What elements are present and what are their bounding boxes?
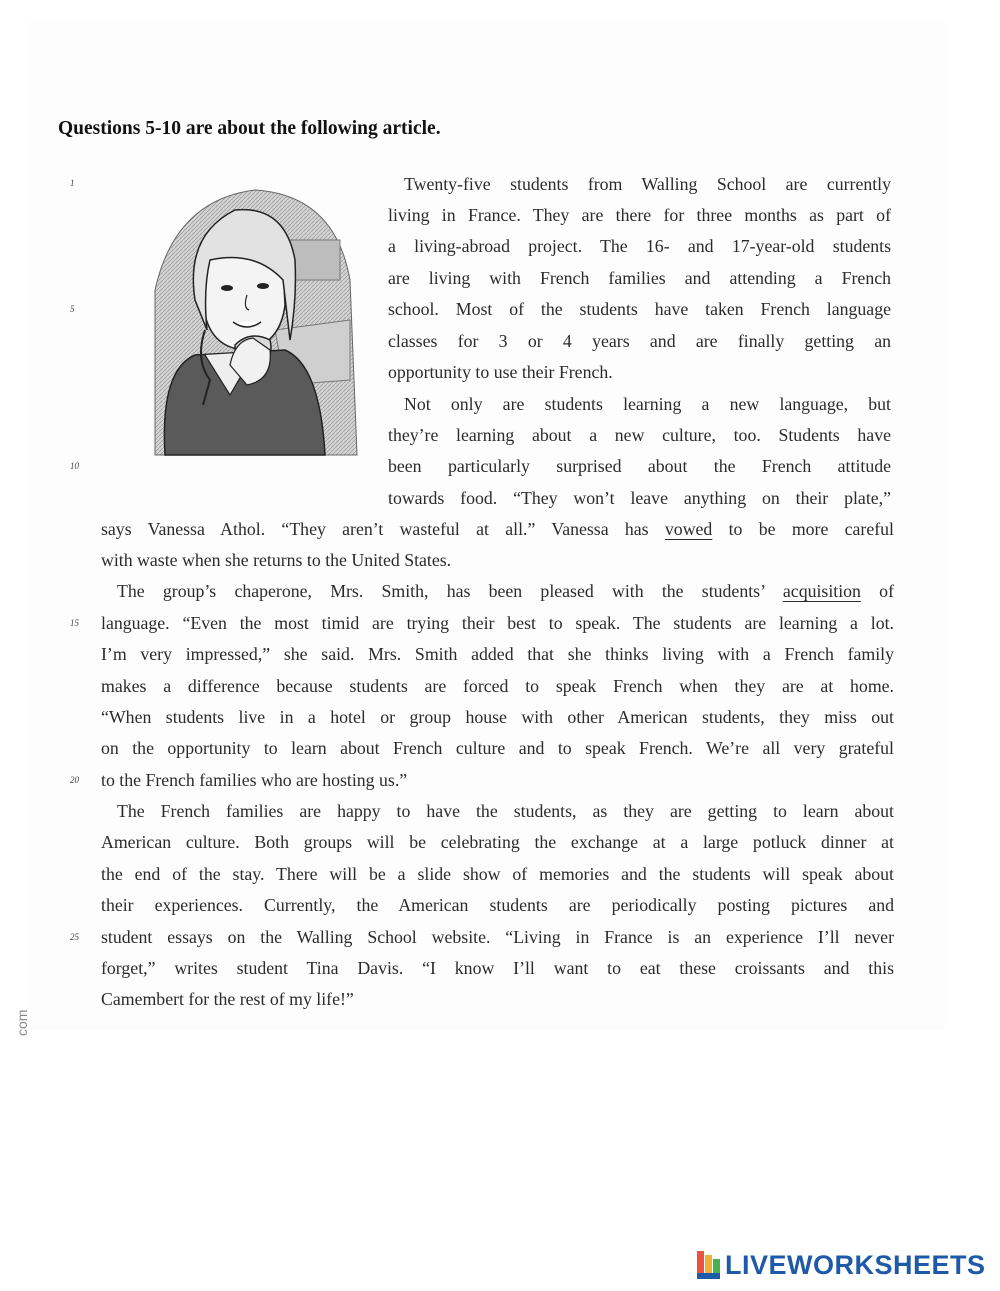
line-number: 1 bbox=[70, 178, 75, 188]
article-line: a living-abroad project. The 16- and 17-year-old students bbox=[388, 236, 891, 256]
article-line: been particularly surprised about the French attitude bbox=[388, 456, 891, 476]
article-line: American culture. Both groups will be celebrating the exchange at a large potluck dinner at bbox=[101, 832, 894, 852]
liveworksheets-logo-icon bbox=[697, 1251, 721, 1279]
line-number: 5 bbox=[70, 304, 75, 314]
line-number: 15 bbox=[70, 618, 79, 628]
article-line: student essays on the Walling School website. “Living in France is an experience I’ll never bbox=[101, 927, 894, 947]
liveworksheets-logo-text: LIVEWORKSHEETS bbox=[725, 1249, 986, 1280]
article-line: with waste when she returns to the United States. bbox=[101, 550, 452, 570]
article-line: Not only are students learning a new language, but bbox=[404, 394, 891, 414]
article-line: I’m very impressed,” she said. Mrs. Smith added that she thinks living with a French family bbox=[101, 644, 894, 664]
article-line: are living with French families and attending a French bbox=[388, 268, 891, 288]
underlined-word-acquisition: acquisition bbox=[782, 581, 861, 601]
article-line: The group’s chaperone, Mrs. Smith, has been pleased with the students’ acquisition of bbox=[117, 581, 894, 601]
line-number: 20 bbox=[70, 775, 79, 785]
article-line: they’re learning about a new culture, too. Students have bbox=[388, 425, 891, 445]
article-line: classes for 3 or 4 years and are finally getting an bbox=[388, 331, 891, 351]
article-line: forget,” writes student Tina Davis. “I know I’ll want to eat these croissants and this bbox=[101, 958, 894, 978]
student-illustration bbox=[135, 180, 360, 460]
article-line: school. Most of the students have taken French language bbox=[388, 299, 891, 319]
article-line: their experiences. Currently, the American students are periodically posting pictures and bbox=[101, 895, 894, 915]
article-line: Camembert for the rest of my life!” bbox=[101, 989, 354, 1009]
line-number: 10 bbox=[70, 461, 79, 471]
article-line: makes a difference because students are forced to speak French when they are at home. bbox=[101, 676, 894, 696]
article-line: to the French families who are hosting us.” bbox=[101, 770, 408, 790]
article-line: living in France. They are there for three months as part of bbox=[388, 205, 891, 225]
line-number: 25 bbox=[70, 932, 79, 942]
article-line: “When students live in a hotel or group house with other American students, they miss out bbox=[101, 707, 894, 727]
article-line: towards food. “They won’t leave anything on their plate,” bbox=[388, 488, 891, 508]
article-line: Twenty-five students from Walling School are currently bbox=[404, 174, 891, 194]
underlined-word-vowed: vowed bbox=[664, 519, 713, 539]
article-line: opportunity to use their French. bbox=[388, 362, 613, 382]
article-line: says Vanessa Athol. “They aren’t wasteful at all.” Vanessa has vowed to be more careful bbox=[101, 519, 894, 539]
article-line: the end of the stay. There will be a slide show of memories and the students will speak about bbox=[101, 864, 894, 884]
article-line: The French families are happy to have the students, as they are getting to learn about bbox=[117, 801, 894, 821]
article-line: on the opportunity to learn about French culture and to speak French. We’re all very grateful bbox=[101, 738, 894, 758]
side-watermark-text: com bbox=[14, 1009, 30, 1036]
article-line: language. “Even the most timid are trying their best to speak. The students are learning a lot. bbox=[101, 613, 894, 633]
questions-heading: Questions 5-10 are about the following article. bbox=[58, 118, 441, 139]
liveworksheets-logo bbox=[697, 1248, 986, 1282]
